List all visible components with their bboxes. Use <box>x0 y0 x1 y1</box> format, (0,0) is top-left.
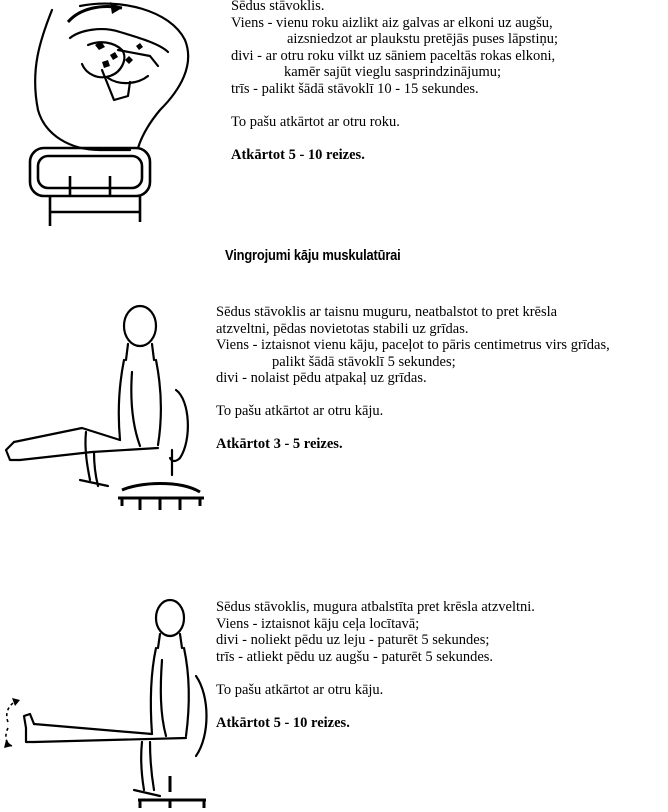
text-line: divi - noliekt pēdu uz leju - paturēt 5 sekundes; <box>216 632 490 648</box>
repetition-count: Atkārtot 5 - 10 reizes. <box>231 146 365 163</box>
text-line: palikt šādā stāvoklī 5 sekundes; <box>272 353 456 370</box>
exercise-2-text <box>216 304 610 453</box>
exercise-3-text <box>216 599 535 731</box>
text-line: Viens - iztaisnot kāju ceļa locītavā; <box>216 615 420 632</box>
text-line: kamēr sajūt vieglu sasprindzinājumu; <box>284 64 502 80</box>
repeat-note: To pašu atkārtot ar otru kāju. <box>216 681 384 698</box>
foot-flex-illustration <box>0 596 215 812</box>
arm-stretch-illustration <box>10 0 220 230</box>
text-line: trīs - atliekt pēdu uz augšu - paturēt 5 sekundes. <box>216 648 494 665</box>
text-line: Viens - iztaisnot vienu kāju, paceļot to pāris centimetrus virs grīdas, <box>216 337 610 353</box>
text-line: trīs - palikt šādā stāvoklī 10 - 15 sekundes. <box>231 80 479 97</box>
text-line: divi - ar otru roku vilkt uz sāniem paceltās rokas elkoni, <box>231 47 556 64</box>
text-line: Sēdus stāvoklis, mugura atbalstīta pret krēsla atzveltni. <box>216 599 535 615</box>
exercise-1-text <box>231 0 558 163</box>
section-heading: Vingrojumi kāju muskulatūrai <box>225 247 401 264</box>
repeat-note: To pašu atkārtot ar otru kāju. <box>216 403 384 419</box>
text-line: Sēdus stāvoklis. <box>231 0 325 14</box>
repeat-note: To pašu atkārtot ar otru roku. <box>231 113 400 130</box>
text-line: Viens - vienu roku aizlikt aiz galvas ar elkoni uz augšu, <box>231 14 553 31</box>
text-line: divi - nolaist pēdu atpakaļ uz grīdas. <box>216 370 427 386</box>
repetition-count: Atkārtot 5 - 10 reizes. <box>216 714 350 731</box>
leg-raise-illustration <box>0 300 215 520</box>
repetition-count: Atkārtot 3 - 5 reizes. <box>216 436 343 452</box>
text-line: aizsniedzot ar plaukstu pretējās puses lāpstiņu; <box>287 31 558 47</box>
text-line: Sēdus stāvoklis ar taisnu muguru, neatbalstot to pret krēsla <box>216 304 558 320</box>
text-line: atzveltni, pēdas novietotas stabili uz grīdas. <box>216 320 469 337</box>
